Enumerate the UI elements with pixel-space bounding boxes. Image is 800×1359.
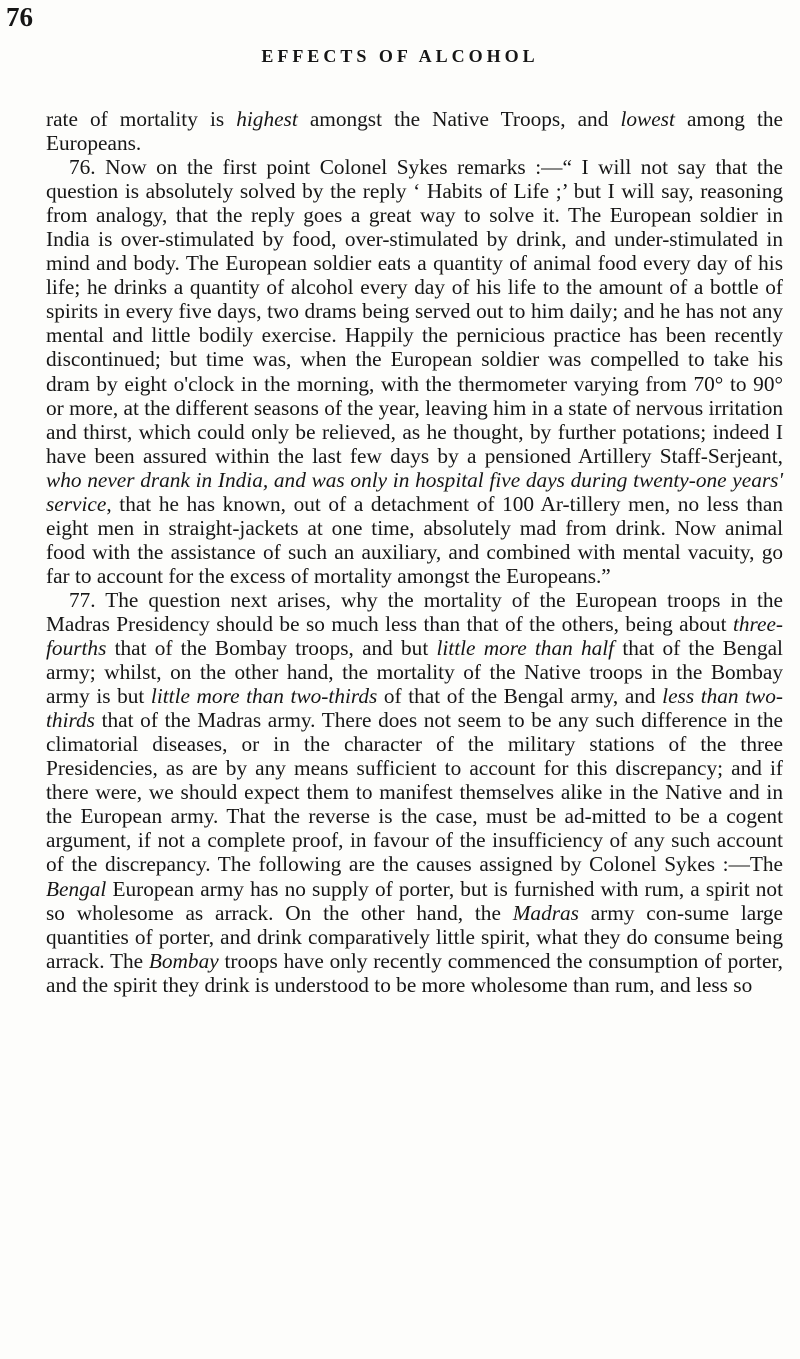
italic-text: little more than two-thirds	[150, 684, 378, 709]
text-run: 76. Now on the first point Colonel Sykes remarks :—“ I will not say that the question is absolutely solved by the reply ‘ Habits of Life ;’ but I will say, reasoning from analogy, that the reply goes a great way to solve it. The European soldier in India is over-stimulated by food, over-stimulated by drink, and under-stimulated in mind and body. The European soldier eats a quantity of animal food every day of his life; he drinks a quantity of alcohol every day of his life to the amount of a bottle of spirits in every five days, two drams being served out to him daily; and he has not any mental and little bodily exercise. Happily the pernicious practice has been recently discontinued; but time was, when the European soldier was compelled to take his dram by eight o'clock in the morning, with the thermometer varying from 70° to 90° or more, at the different seasons of the year, leaving him in a state of nervous irritation and thirst, which could only be relieved, as he thought, by further potations; indeed I have been assured within the last few days by a pensioned Artillery Staff-Serjeant,	[46, 155, 783, 468]
italic-text: Bengal	[46, 876, 107, 901]
text-run: army con-sume large quantities of porter, and drink comparatively little spirit, what they do consume being arrack. The	[46, 900, 783, 973]
italic-text: less than two-thirds	[46, 684, 783, 733]
body-text	[46, 107, 783, 997]
text-run: troops have only recently commenced the consumption of porter, and the spirit they drink is understood to be more wholesome than rum, and less so	[46, 948, 783, 997]
italic-text: who never drank in India, and was only in hospital five days during twenty-one years' service	[46, 467, 783, 516]
text-run: amongst the Native Troops, and	[297, 107, 621, 131]
text-run: European army has no supply of porter, but is furnished with rum, a spirit not so wholesome as arrack. On the other hand, the	[46, 876, 783, 925]
text-run: rate of mortality is	[46, 107, 237, 131]
italic-text: highest	[236, 107, 298, 131]
italic-text: Bombay	[148, 948, 219, 973]
italic-text: three-fourths	[46, 611, 783, 661]
page-number: 76	[6, 2, 33, 32]
italic-text: little more than half	[436, 636, 615, 661]
paragraph	[46, 107, 783, 155]
text-run: of that of the Bengal army, and	[377, 684, 663, 709]
text-run: among the Europeans.	[46, 107, 783, 156]
text-run: that of the Madras army. There does not seem to be any such difference in the climatorial diseases, or in the character of the military stations of the three Presidencies, as are by any means sufficient to account for this discrepancy; and if there were, we should expect them to manifest themselves alike in the Native and in the European army. That the reverse is the case, must be ad-mitted to be a cogent argument, if not a complete proof, in favour of the insufficiency of any such account of the discrepancy. The following are the causes assigned by Colonel Sykes :—The	[46, 708, 783, 877]
text-run: , that he has known, out of a detachment of 100 Ar-tillery men, no less than eight men in straight-jackets at one time, absolutely mad from drink. Now animal food with the assistance of such an auxiliary, and combined with mental vacuity, go far to account for the excess of mortality amongst the Europeans.”	[46, 491, 783, 588]
paragraph	[46, 155, 783, 588]
text-run: that of the Bombay troops, and but	[106, 636, 437, 661]
paragraph	[46, 588, 783, 997]
running-title: EFFECTS OF ALCOHOL	[261, 46, 539, 66]
text-run: 77. The question next arises, why the mortality of the European troops in the Madras Presidency should be so much less than that of the others, being about	[46, 587, 783, 636]
italic-text: lowest	[620, 107, 675, 131]
italic-text: Madras	[512, 900, 579, 925]
text-run: that of the Bengal army; whilst, on the other hand, the mortality of the Native troops in the Bombay army is but	[46, 636, 783, 709]
